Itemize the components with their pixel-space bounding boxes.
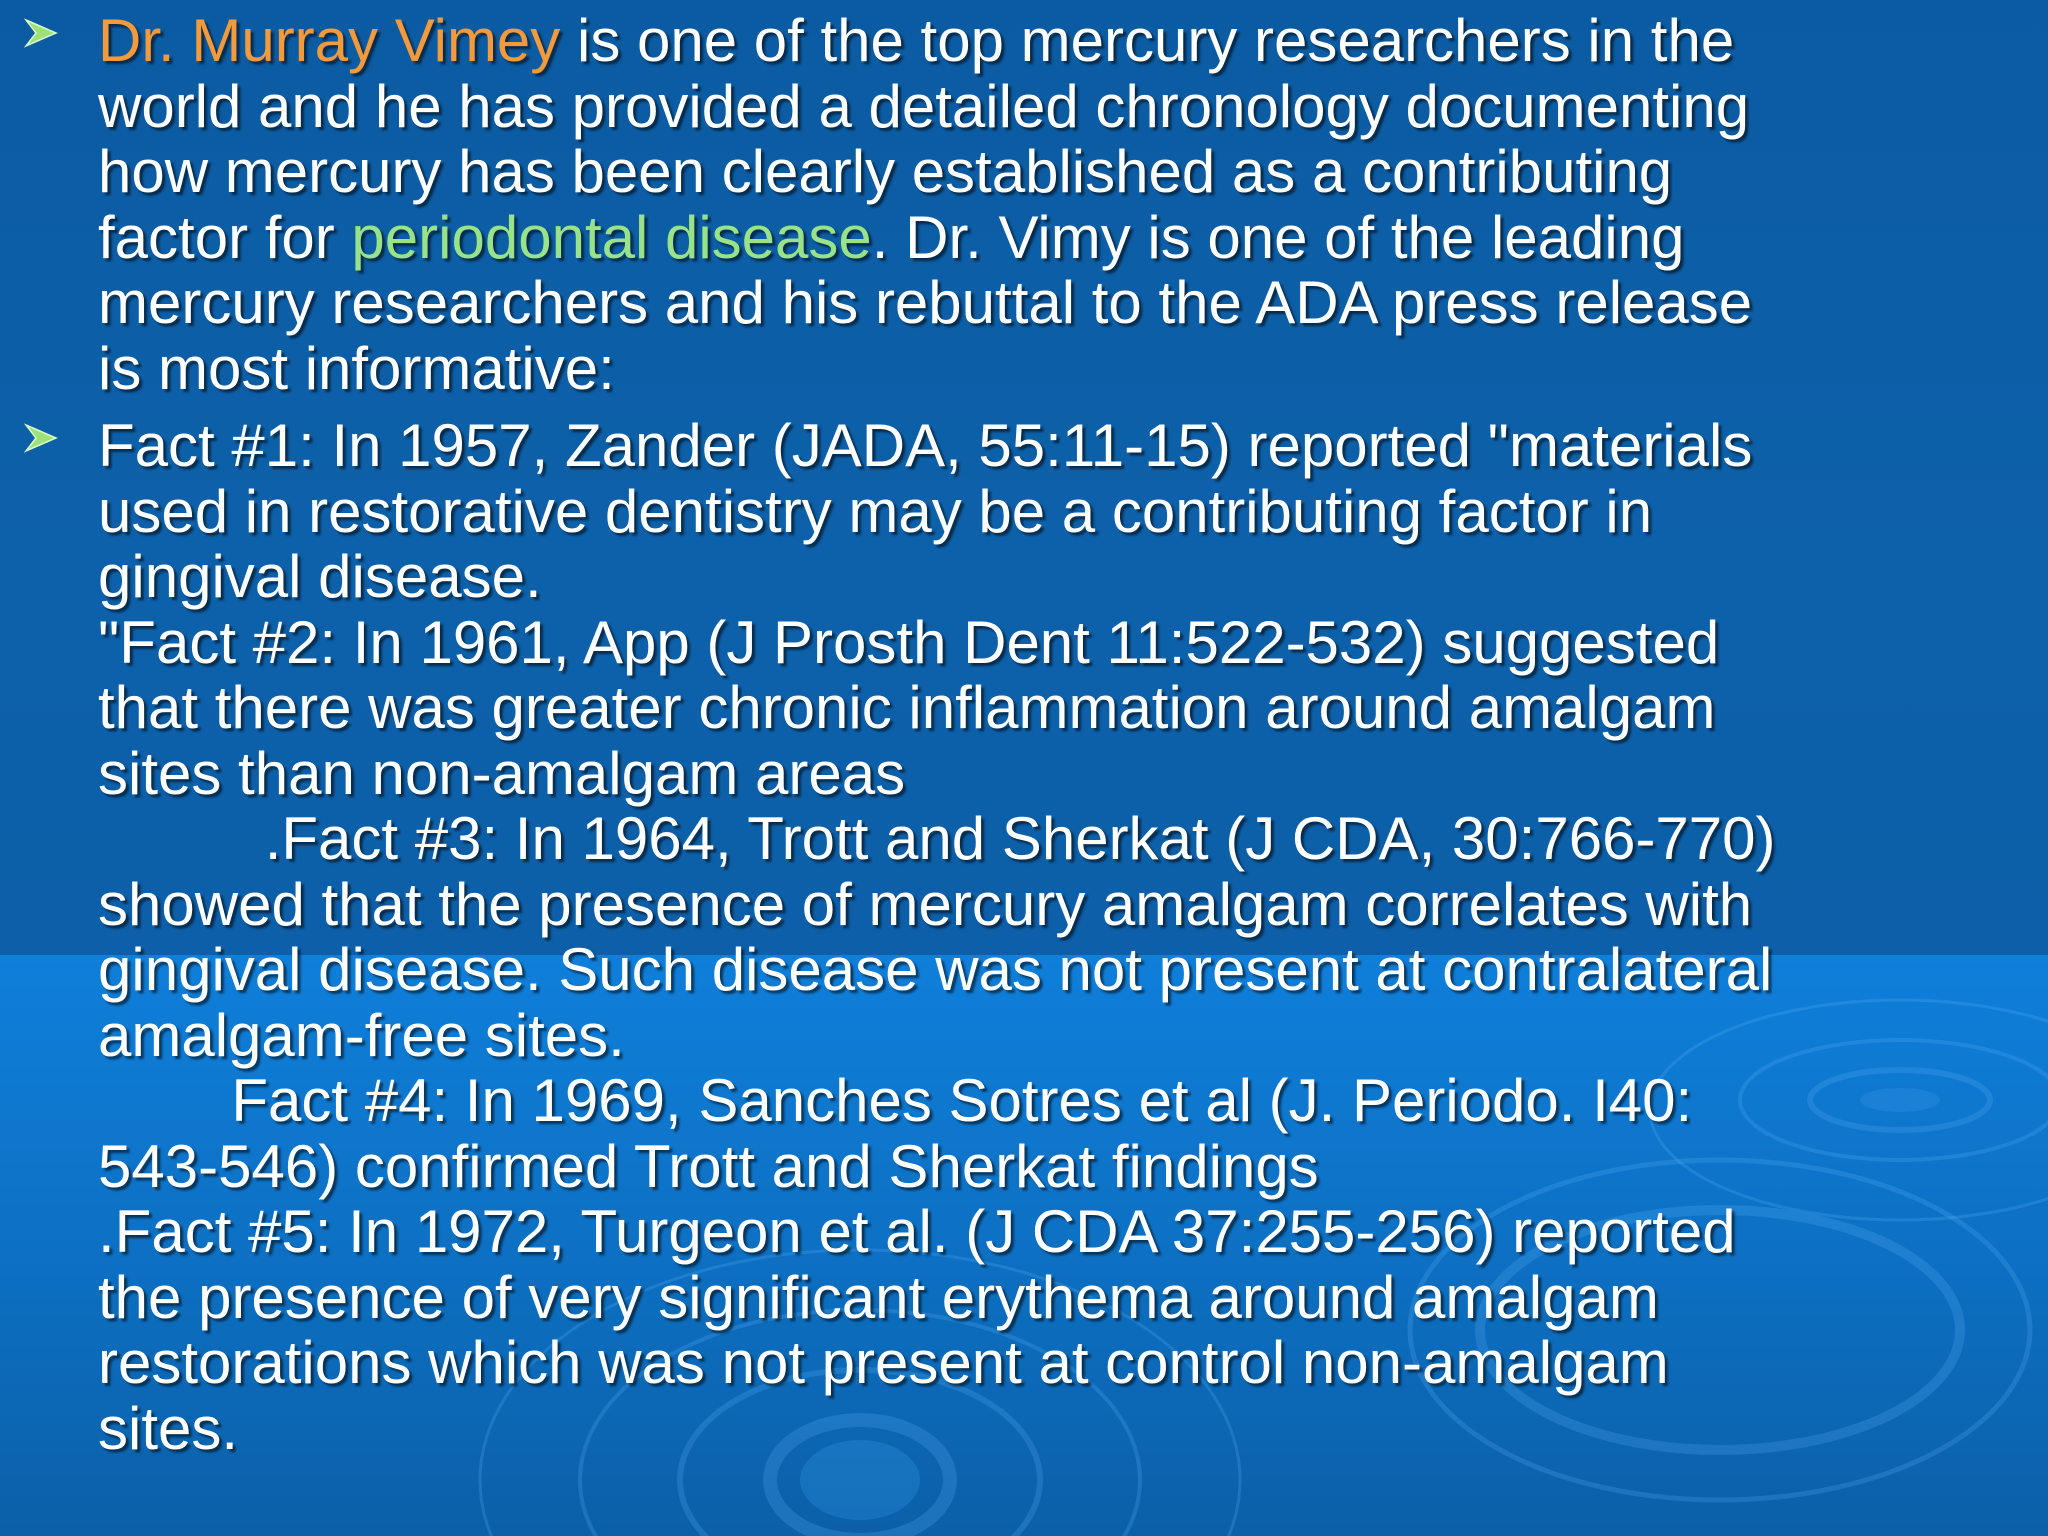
paragraph-line bbox=[98, 8, 2024, 74]
paragraph-line: mercury researchers and his rebuttal to the ADA press release bbox=[98, 269, 1753, 336]
paragraph-line: used in restorative dentistry may be a contributing factor in bbox=[98, 477, 1653, 545]
bullet-item-facts bbox=[24, 413, 2024, 1461]
paragraph-line: sites. bbox=[98, 1394, 239, 1462]
paragraph-line: 543-546) confirmed Trott and Sherkat findings bbox=[98, 1132, 1319, 1200]
paragraph-line: "Fact #2: In 1961, App (J Prosth Dent 11:522-532) suggested bbox=[98, 608, 1720, 676]
highlighted-term: periodontal disease bbox=[351, 203, 872, 271]
paragraph-line: .Fact #5: In 1972, Turgeon et al. (J CDA 37:255-256) reported bbox=[98, 1198, 1736, 1265]
line-text: factor for bbox=[98, 203, 352, 271]
arrow-bullet-icon bbox=[24, 423, 58, 453]
paragraph-line: gingival disease. bbox=[98, 543, 542, 610]
paragraph-line: sites than non-amalgam areas bbox=[98, 739, 906, 807]
paragraph-line: that there was greater chronic inflammation around amalgam bbox=[98, 674, 1716, 741]
paragraph-line: gingival disease. Such disease was not present at contralateral bbox=[98, 936, 1773, 1003]
paragraph-line: showed that the presence of mercury amalgam correlates with bbox=[98, 870, 1753, 938]
researcher-name: Dr. Murray Vimey bbox=[98, 7, 561, 74]
paragraph-line: how mercury has been clearly established as a contributing bbox=[98, 138, 1673, 205]
paragraph-line bbox=[98, 205, 2024, 271]
paragraph-line: is most informative: bbox=[98, 334, 615, 402]
bullet-item-vimy-intro bbox=[24, 8, 2024, 401]
paragraph-line: Fact #4: In 1969, Sanches Sotres et al (J. Periodo. I40: bbox=[98, 1067, 1693, 1134]
paragraph-line: restorations which was not present at control non-amalgam bbox=[98, 1329, 1669, 1396]
arrow-bullet-icon bbox=[24, 18, 58, 48]
paragraph-line: .Fact #3: In 1964, Trott and Sherkat (J CDA, 30:766-770) bbox=[98, 805, 1776, 872]
line-text: is one of the top mercury researchers in the bbox=[560, 7, 1735, 74]
paragraph-line: world and he has provided a detailed chronology documenting bbox=[98, 72, 1750, 140]
slide-content bbox=[24, 8, 2024, 1461]
paragraph-line: the presence of very significant erythema around amalgam bbox=[98, 1263, 1659, 1331]
paragraph-line: Fact #1: In 1957, Zander (JADA, 55:11-15) reported "materials bbox=[98, 412, 1753, 479]
line-text: . Dr. Vimy is one of the leading bbox=[871, 203, 1685, 271]
paragraph-line: amalgam-free sites. bbox=[98, 1001, 625, 1069]
